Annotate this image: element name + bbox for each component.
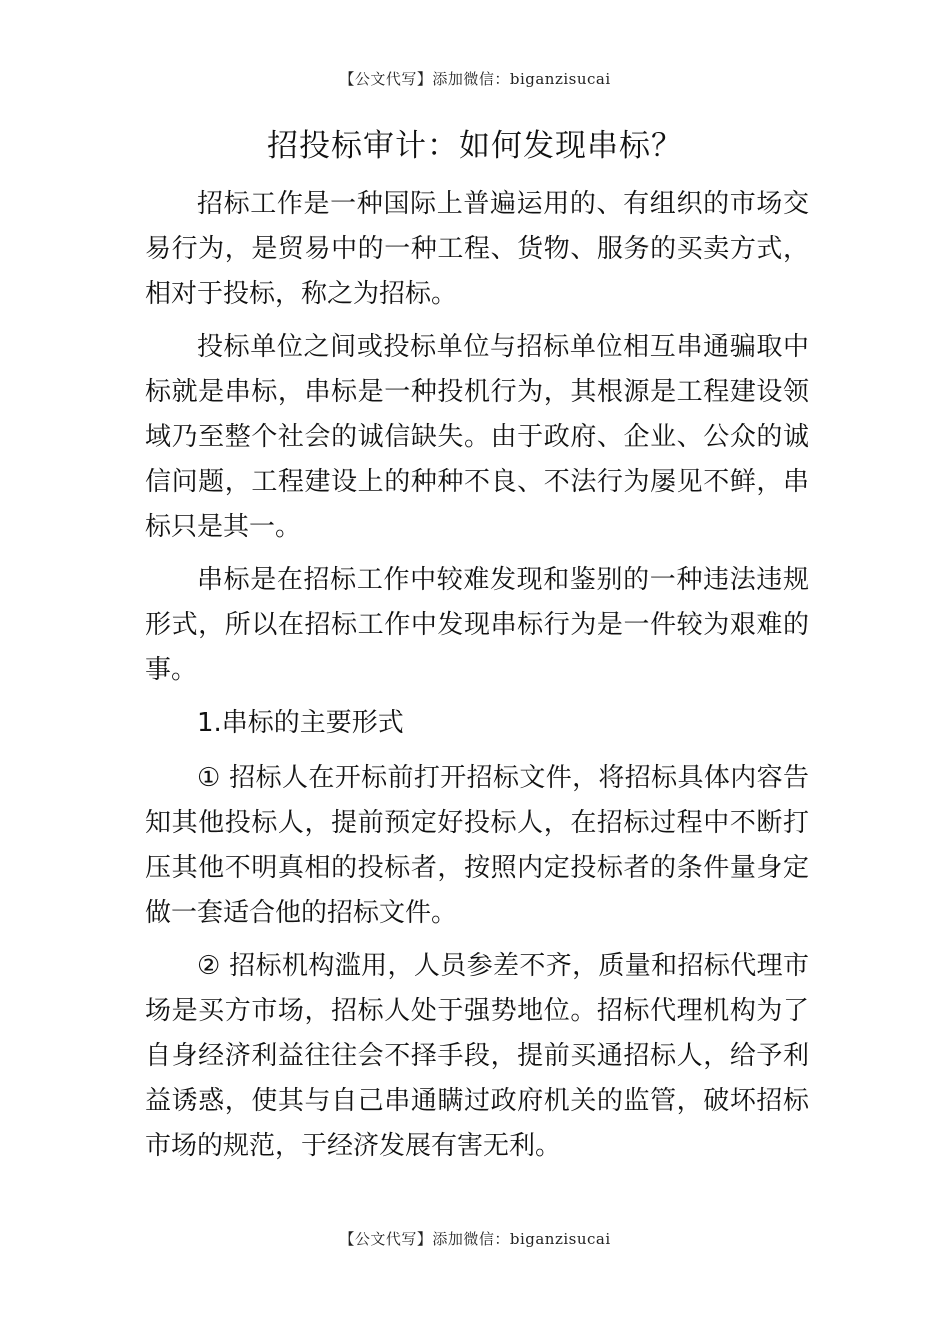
paragraph-difficulty: 串标是在招标工作中较难发现和鉴别的一种违法违规形式，所以在招标工作中发现串标行为是一件较为艰难的事。	[145, 565, 809, 685]
paragraph-intro: 招标工作是一种国际上普遍运用的、有组织的市场交易行为，是贸易中的一种工程、货物、服务的买卖方式，相对于投标，称之为招标。	[145, 189, 809, 309]
header-watermark: 【公文代写】添加微信：biganzisucai	[339, 70, 611, 88]
list-item-1: ① 招标人在开标前打开招标文件，将招标具体内容告知其他投标人，提前预定好投标人，在招标过程中不断打压其他不明真相的投标者，按照内定投标者的条件量身定做一套适合他的招标文件。	[145, 763, 809, 928]
paragraph-definition: 投标单位之间或投标单位与招标单位相互串通骗取中标就是串标，串标是一种投机行为，其根源是工程建设领域乃至整个社会的诚信缺失。由于政府、企业、公众的诚信问题，工程建设上的种种不良、不法行为屡见不鲜，串标只是其一。	[145, 332, 809, 542]
document-title: 招投标审计：如何发现串标？	[267, 128, 683, 164]
list-item-2: ② 招标机构滥用，人员参差不齐，质量和招标代理市场是买方市场，招标人处于强势地位。招标代理机构为了自身经济利益往往会不择手段，提前买通招标人，给予利益诱惑，使其与自己串通瞒过政府机关的监管，破坏招标市场的规范，于经济发展有害无利。	[145, 951, 809, 1161]
document-body	[145, 182, 809, 1177]
footer-watermark: 【公文代写】添加微信：biganzisucai	[339, 1230, 611, 1248]
section-heading: 1.串标的主要形式	[197, 708, 404, 738]
